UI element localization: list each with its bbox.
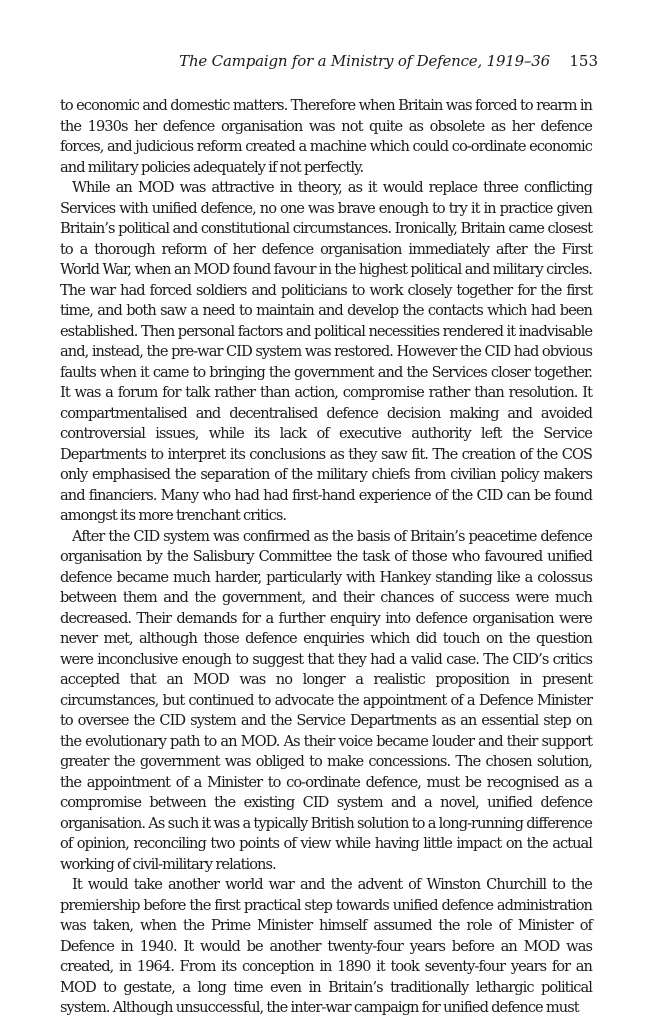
paragraph-continued: to economic and domestic matters. Therefore when Britain was forced to rearm in the 1930s her defence organisation was not quite as obsolete as her defence forces, and judicious reform created a machine which could co-ordinate economic and military policies adequately if not perfectly. xyxy=(60,97,592,176)
body-text xyxy=(60,96,592,1019)
paragraph-churchill: It would take another world war and the advent of Winston Churchill to the premiership before the first practical step towards unified defence administration was taken, when the Prime Minister himself assumed the role of Minister of Defence in 1940. It would be another twenty-four years before an MOD was created, in 1964. From its conception in 1890 it took seventy-four years for an MOD to gestate, a long time even in Britain’s traditionally lethargic political system. Although unsuccessful, the inter-war campaign for unified defence must xyxy=(60,876,592,1016)
paragraph-mod-theory: While an MOD was attractive in theory, as it would replace three conflicting Services with unified defence, no one was brave enough to try it in practice given Britain’s political and constitutional circumstances. Ironically, Britain came closest to a thorough reform of her defence organisation immediately after the First World War, when an MOD found favour in the highest political and military circles. The war had forced soldiers and politicians to work closely together for the first time, and both saw a need to maintain and develop the contacts which had been established. Then personal factors and political necessities rendered it inadvisable and, instead, the pre-war CID system was restored. However the CID had obvious faults when it came to bringing the government and the Services closer together. It was a forum for talk rather than action, compromise rather than resolution. It compartmentalised and decentralised defence decision making and avoided controversial issues, while its lack of executive authority left the Service Departments to interpret its conclusions as they saw fit. The creation of the COS only emphasised the separation of the military chiefs from civilian policy makers and financiers. Many who had had first-hand experience of the CID can be found amongst its more trenchant critics. xyxy=(60,179,592,524)
running-head xyxy=(84,52,598,76)
paragraph-salisbury-committee: After the CID system was confirmed as the basis of Britain’s peacetime defence organisation by the Salisbury Committee the task of those who favoured unified defence became much harder, particularly with Hankey standing like a colossus between them and the government, and their chances of success were much decreased. Their demands for a further enquiry into defence organisation were never met, although those defence enquiries which did touch on the question were inconclusive enough to suggest that they had a valid case. The CID’s critics accepted that an MOD was no longer a realistic proposition in present circumstances, but continued to advocate the appointment of a Defence Minister to oversee the CID system and the Service Departments as an essential step on the evolutionary path to an MOD. As their voice became louder and their support greater the government was obliged to make concessions. The chosen solution, the appointment of a Minister to co-ordinate defence, must be recognised as a compromise between the existing CID system and a novel, unified defence organisation. As such it was a typically British solution to a long-running difference of opinion, reconciling two points of view while having little impact on the actual working of civil-military relations. xyxy=(60,527,592,873)
running-title: The Campaign for a Ministry of Defence, 1919–36 xyxy=(179,52,550,70)
page-number: 153 xyxy=(569,52,598,70)
